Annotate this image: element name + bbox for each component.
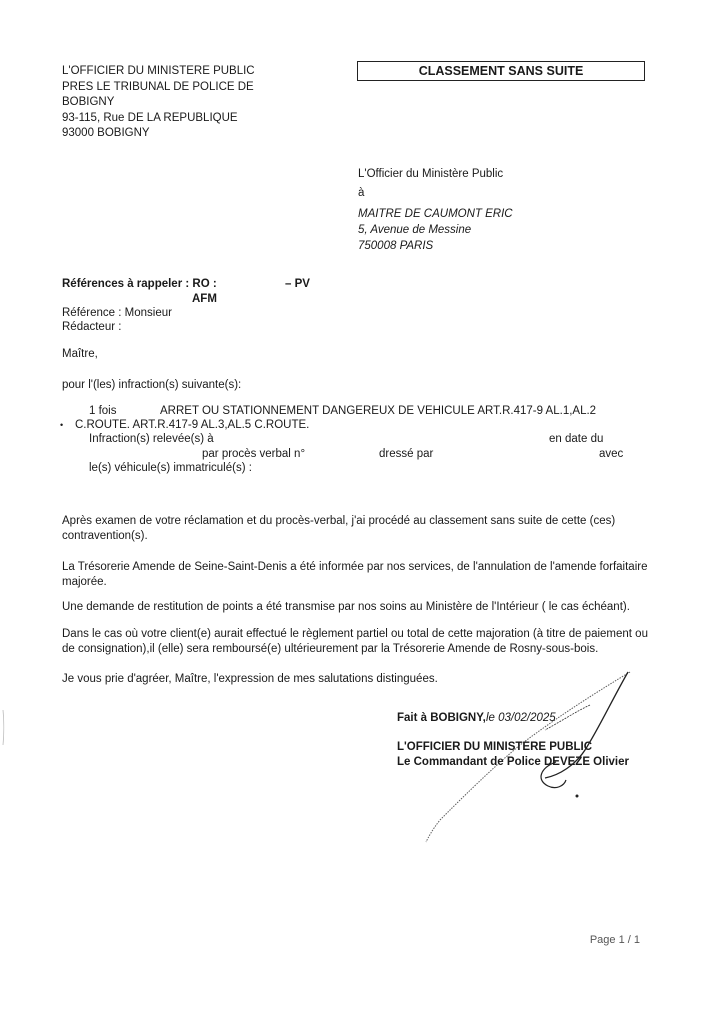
paragraph-tresorerie: La Trésorerie Amende de Seine-Saint-Denis a été informée par nos services, de l'annulation de l'amende forfaitaire majorée. xyxy=(62,561,648,588)
references-pv: – PV xyxy=(285,278,310,290)
infraction-count: 1 fois xyxy=(89,405,117,417)
infraction-relevee: Infraction(s) relevée(s) à xyxy=(89,433,214,445)
sender-line: 93000 BOBIGNY xyxy=(62,127,150,139)
signature-place: Fait à BOBIGNY, xyxy=(397,712,486,724)
document-title: CLASSEMENT SANS SUITE xyxy=(357,61,645,81)
bullet-dot: • xyxy=(60,420,64,430)
infraction-desc-2: C.ROUTE. ART.R.417-9 AL.3,AL.5 C.ROUTE. xyxy=(75,419,310,431)
redacteur: Rédacteur : xyxy=(62,321,122,333)
salutation: Maître, xyxy=(62,348,98,360)
recipient-name: MAITRE DE CAUMONT ERIC xyxy=(358,208,513,220)
signature-role: L'OFFICIER DU MINISTERE PUBLIC xyxy=(397,741,593,753)
infraction-pv: par procès verbal n° xyxy=(202,448,306,460)
recipient-address2: 750008 PARIS xyxy=(358,240,434,252)
reference-monsieur: Référence : Monsieur xyxy=(62,307,172,319)
paragraph-closing: Je vous prie d'agréer, Maître, l'expression de mes salutations distinguées. xyxy=(62,673,438,685)
infraction-avec: avec xyxy=(599,448,624,460)
paragraph-points: Une demande de restitution de points a été transmise par nos soins au Ministère de l'Intérieur ( le cas échéant). xyxy=(62,601,630,613)
infraction-immat: le(s) véhicule(s) immatriculé(s) : xyxy=(89,462,252,474)
infraction-en-date: en date du xyxy=(549,433,604,445)
recipient-address1: 5, Avenue de Messine xyxy=(358,224,472,236)
recipient-to-word: à xyxy=(358,187,365,199)
infraction-dresse: dressé par xyxy=(379,448,434,460)
sender-line: 93-115, Rue DE LA REPUBLIQUE xyxy=(62,111,238,124)
paragraph-remboursement: Dans le cas où votre client(e) aurait effectué le règlement partiel ou total de cette majoration (à titre de paiement ou de consignation),il (elle) sera remboursé(e) ultérieurement par la Trésorerie Amende de Rosny-sous-bois. xyxy=(62,628,648,655)
intro-text: pour l'(les) infraction(s) suivante(s): xyxy=(62,379,242,391)
signature-date: le 03/02/2025 xyxy=(486,712,556,724)
sender-line: BOBIGNY xyxy=(62,96,115,108)
references-label: Références à rappeler : RO : xyxy=(62,278,217,290)
recipient-from: L'Officier du Ministère Public xyxy=(358,168,504,180)
infraction-desc-1: ARRET OU STATIONNEMENT DANGEREUX DE VEHICULE ART.R.417-9 AL.1,AL.2 xyxy=(160,405,597,417)
references-afm: AFM xyxy=(192,293,217,305)
paragraph-classement: Après examen de votre réclamation et du procès-verbal, j'ai procédé au classement sans suite de cette (ces) contravention(s). xyxy=(62,515,616,542)
page-number: Page 1 / 1 xyxy=(589,934,640,946)
sender-line: PRES LE TRIBUNAL DE POLICE DE xyxy=(62,80,254,93)
sender-line: L'OFFICIER DU MINISTERE PUBLIC xyxy=(62,65,255,77)
signature-name: Le Commandant de Police DEVEZE Olivier xyxy=(397,756,629,768)
